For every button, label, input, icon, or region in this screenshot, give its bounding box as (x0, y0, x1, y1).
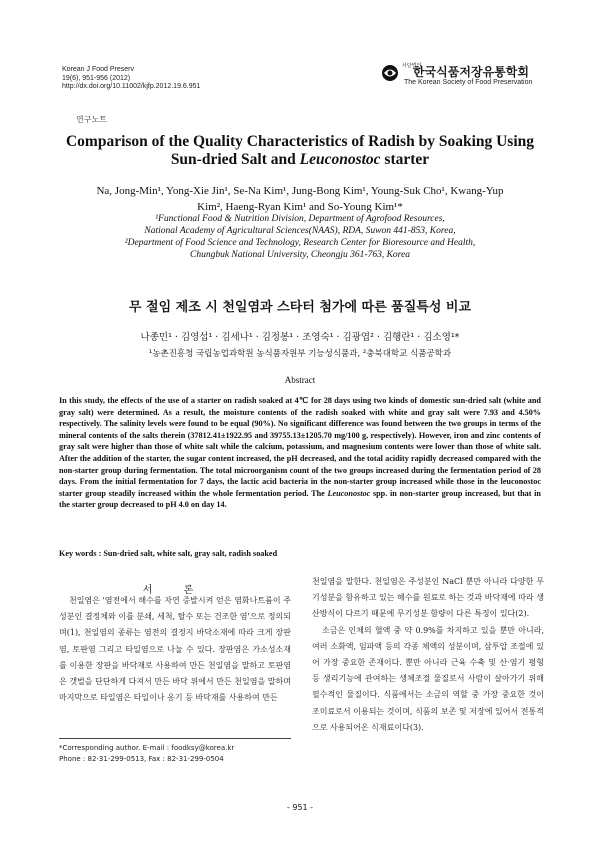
korean-authors: 나종민¹ · 김영섭¹ · 김세나¹ · 김정봉¹ · 조영숙¹ · 김광엽² · 김행란¹ · 김소영¹* (140, 332, 460, 343)
footnote-divider (59, 738, 291, 739)
society-emblem-icon (380, 64, 400, 86)
journal-doi: http://dx.doi.org/10.11002/kjfp.2012.19.6.951 (62, 83, 201, 90)
intro-left-column (59, 593, 291, 706)
title-line-2 (40, 151, 560, 169)
journal-volume: 19(6), 951-956 (2012) (62, 74, 131, 82)
title-line-1: Comparison of the Quality Characteristics of Radish by Soaking Using (65, 133, 535, 150)
abstract-text-italic: Leuconostoc (327, 488, 371, 498)
section-label: 연구노트 (76, 115, 107, 124)
title-line-2-part-b: starter (380, 151, 430, 168)
intro-right-column (312, 574, 544, 736)
society-name-en: The Korean Society of Food Preservation (404, 79, 533, 86)
affiliations (48, 213, 552, 261)
intro-heading: 서 론 (142, 585, 208, 596)
paper-title (40, 133, 560, 169)
page-number: - 951 - (286, 803, 314, 812)
title-line-2-part-a: Sun-dried Salt and (170, 151, 300, 168)
journal-name: Korean J Food Preserv (62, 66, 134, 73)
society-logo (380, 64, 550, 92)
affiliation-line: National Academy of Agricultural Sciences(NAAS), RDA, Suwon 441-853, Korea, (144, 226, 456, 236)
author-list (48, 183, 552, 215)
corresponding-author: *Corresponding author. E-mail : foodksy@korea.kr (59, 744, 235, 752)
journal-info (62, 66, 200, 92)
keywords: Key words : Sun-dried salt, white salt, gray salt, radish soaked (59, 549, 278, 558)
abstract-body (59, 395, 541, 511)
affiliation-line: Chungbuk National University, Cheongju 361-763, Korea (190, 250, 410, 260)
abstract-text-b: spp. in non-starter group increased, but that in the starter group decreased to pH 4.0 on day 14. (59, 488, 541, 510)
authors-line-1: Na, Jong-Min¹, Yong-Xie Jin¹, Se-Na Kim¹, Jung-Bong Kim¹, Young-Suk Cho¹, Kwang-Yup (96, 185, 504, 197)
abstract-heading: Abstract (284, 375, 316, 385)
footnote (59, 743, 234, 765)
intro-paragraph: 소금은 인체의 혈액 중 약 0.9%를 차지하고 있을 뿐만 아니라, 여러 소화액, 임파액 등의 각종 체액의 성분이며, 삼투압 조절에 있어 가장 중요한 존재이다. 뿐만 아니라 근육 수축 및 산·염기 평형 등 생리기능에 관여하는 생체조절 물질로서 사람이 살아가기 위해 필수적인 물질이다. 식품에서는 소금의 역할 중 가장 중요한 것이 조미료로서 이용되는 것이며, 식품의 보존 및 저장에 있어서 전통적으로 사용되어온 식재료이다(3). (312, 625, 544, 732)
intro-paragraph: 천일염은 '염전에서 해수를 자연 증발시켜 얻은 염화나트륨이 주성분인 결정체와 이를 분쇄, 세척, 탈수 또는 건조한 염'으로 정의되며(1), 천일염의 종류는 염전의 결정지 바닥소재에 따라 크게 장판염, 토판염 그리고 타일염으로 나눌 수 있다. 장판염은 가소성소재를 이용한 장판을 바닥재로 사용하여 만든 천일염을 말하고 토판염은 갯벌을 단단하게 다져서 만든 바닥 위에서 만든 천일염을 말하며 마지막으로 타일염은 타일이나 옹기 등 바닥재를 사용하여 만든 (59, 596, 291, 703)
korean-title: 무 절임 제조 시 천일염과 스타터 첨가에 따른 품질특성 비교 (128, 300, 472, 315)
affiliation-line: ²Department of Food Science and Technology, Research Center for Bioresource and Health, (124, 238, 476, 248)
title-line-2-italic: Leuconostoc (299, 151, 381, 168)
abstract-text-a: In this study, the effects of the use of a starter on radish soaked at 4℃ for 28 days using two kinds of domestic sun-dried salt (white and gray salt) were determined. As a result, the moisture contents of the radish soaked with white and gray salt were 7.93 and 4.50% respectively. The salinity levels were found to be equal (90%). No significant difference was found between the two groups in terms of the mineral contents of the salts therein (37812.41±1922.95 and 39755.13±1205.70 mg/100 g, respectively). However, iron and zinc contents of gray salt were higher than those of white salt while the calcium, potassium, and magnesium contents were lower than those of white salt. After the addition of the starter, the sugar content increased, the pH decreased, and the total acidity rapidly decreased compared with the non-starter group during fermentation. The total microorganism count of the two groups increased during the fermentation period of 28 days. From the initial fermentation for 7 days, the lactic acid bacteria in the non-starter group increased while those in the leuconostoc starter group steadily increased within the whole fermentation period. The (59, 396, 541, 498)
society-small-label: 사단법인 (402, 63, 422, 69)
affiliation-line: ¹Functional Food & Nutrition Division, Department of Agrofood Resources, (155, 214, 445, 224)
korean-affiliation: ¹농촌진흥청 국립농업과학원 농식품자원부 기능성식품과, ²충북대학교 식품공학과 (148, 349, 452, 359)
contact-phone: Phone : 82-31-299-0513, Fax : 82-31-299-0504 (59, 755, 224, 763)
intro-paragraph: 천일염을 말한다. 천일염은 주성분인 NaCl 뿐만 아니라 다양한 무기성분을 함유하고 있는 해수를 원료로 하는 것과 바닥재에 따라 생산방식이 다르기 때문에 무기성분 함량이 다른 특징이 있다(2). (312, 577, 544, 619)
society-name-ko: 한국식품저장유통학회 (413, 65, 529, 79)
authors-line-2: Kim², Haeng-Ryan Kim¹ and So-Young Kim¹* (197, 201, 403, 213)
